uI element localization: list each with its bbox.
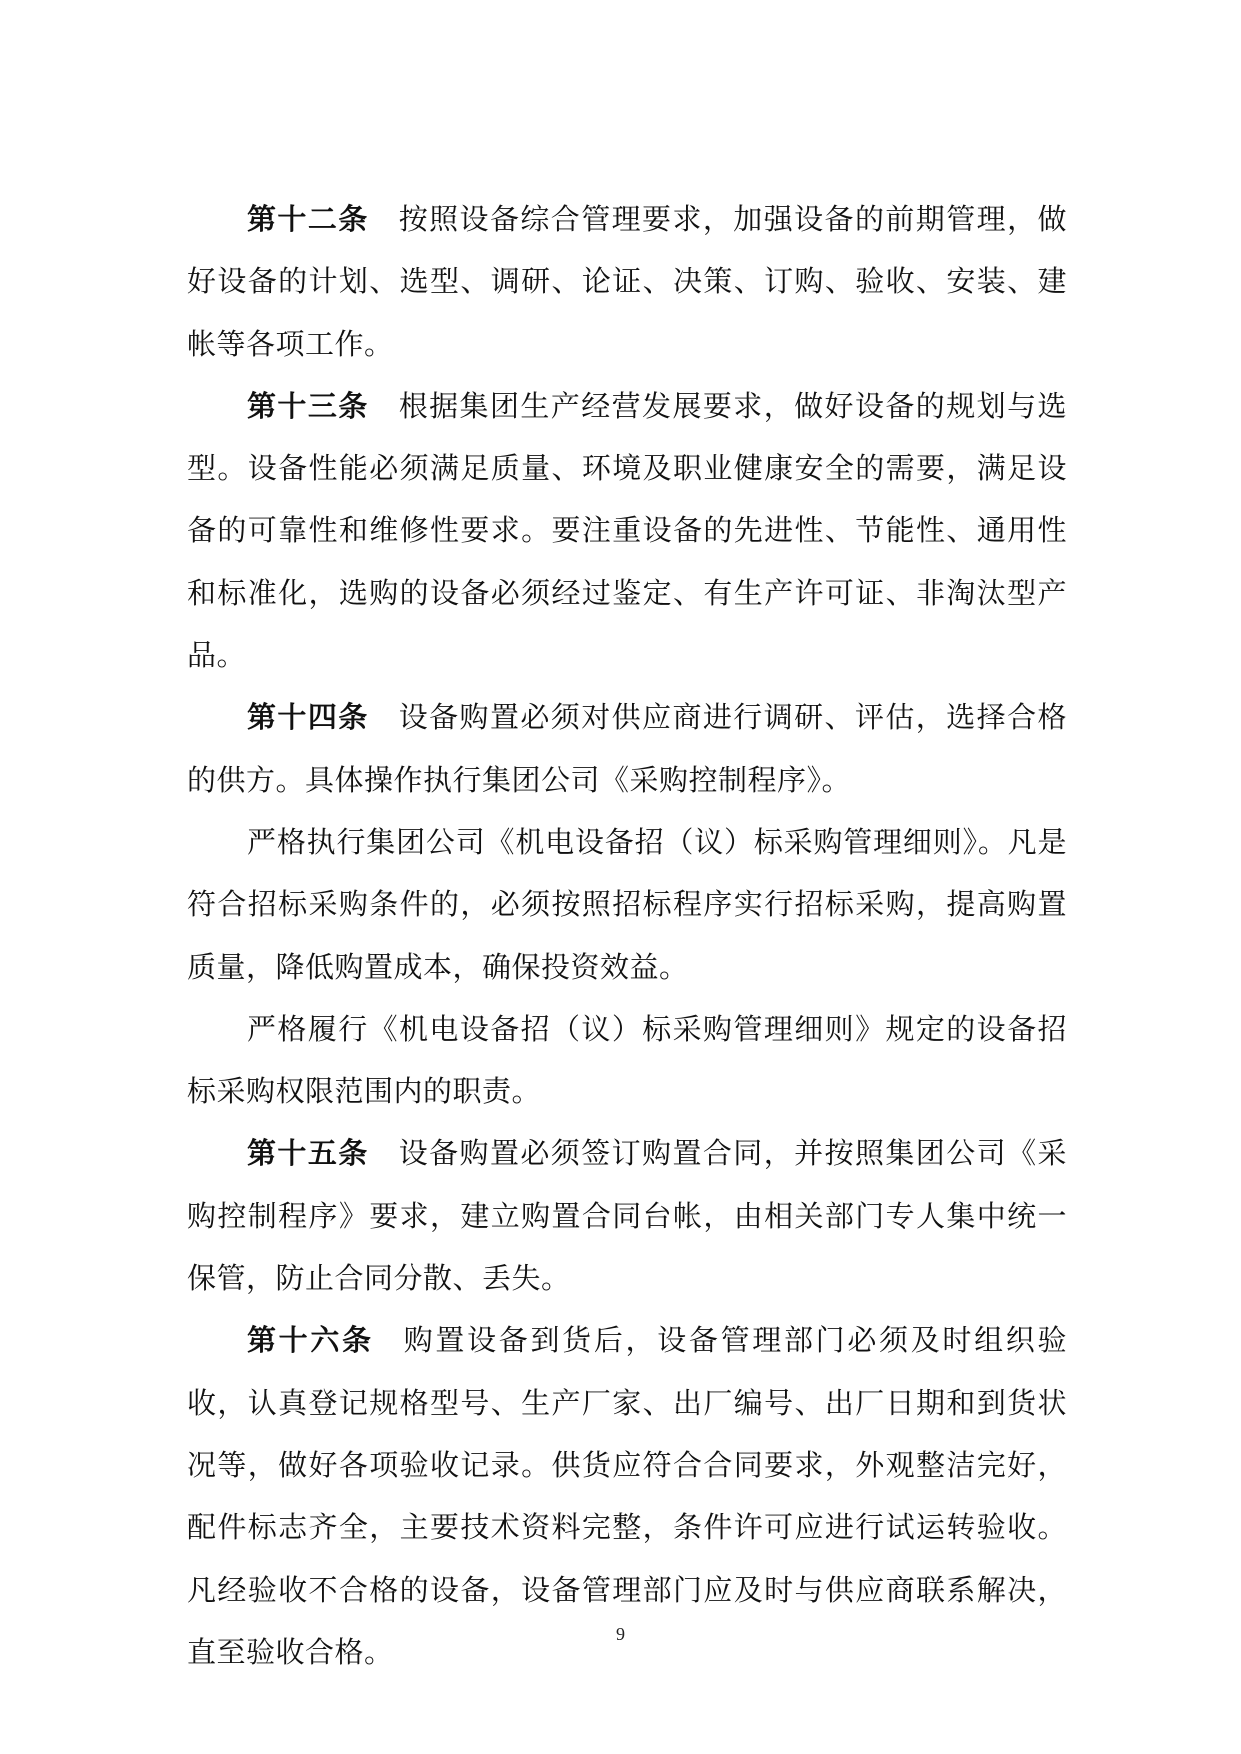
article-14-paragraph <box>187 686 1067 811</box>
article-text: 购置设备到货后，设备管理部门必须及时组织验收，认真登记规格型号、生产厂家、出厂编号、出厂日期和到货状况等，做好各项验收记录。供货应符合合同要求，外观整洁完好，配件标志齐全，主要技术资料完整，条件许可应进行试运转验收。凡经验收不合格的设备，设备管理部门应及时与供应商联系解决，直至验收合格。 <box>187 1323 1067 1669</box>
article-text: 设备购置必须对供应商进行调研、评估，选择合格的供方。具体操作执行集团公司《采购控制程序》。 <box>187 700 1067 797</box>
article-number: 第十六条 <box>247 1323 374 1358</box>
paragraph-text: 严格执行集团公司《机电设备招（议）标采购管理细则》。凡是符合招标采购条件的，必须按照招标程序实行招标采购，提高购置质量，降低购置成本，确保投资效益。 <box>187 824 1067 984</box>
article-number: 第十四条 <box>247 700 369 735</box>
document-body <box>187 188 1067 1683</box>
article-12-paragraph <box>187 188 1067 375</box>
article-number: 第十三条 <box>247 388 369 423</box>
article-number: 第十五条 <box>247 1136 369 1171</box>
bidding-rule-paragraph <box>187 811 1067 998</box>
article-text: 按照设备综合管理要求，加强设备的前期管理，做好设备的计划、选型、调研、论证、决策、订购、验收、安装、建帐等各项工作。 <box>187 202 1067 361</box>
bidding-duty-paragraph <box>187 998 1067 1123</box>
paragraph-text: 严格履行《机电设备招（议）标采购管理细则》规定的设备招标采购权限范围内的职责。 <box>187 1011 1067 1109</box>
article-text: 设备购置必须签订购置合同，并按照集团公司《采购控制程序》要求，建立购置合同台帐，由相关部门专人集中统一保管，防止合同分散、丢失。 <box>187 1136 1067 1296</box>
article-text: 根据集团生产经营发展要求，做好设备的规划与选型。设备性能必须满足质量、环境及职业健康安全的需要，满足设备的可靠性和维修性要求。要注重设备的先进性、节能性、通用性和标准化，选购的设备必须经过鉴定、有生产许可证、非淘汰型产品。 <box>187 388 1067 673</box>
article-number: 第十二条 <box>247 202 369 236</box>
article-15-paragraph <box>187 1122 1067 1309</box>
article-13-paragraph <box>187 375 1067 686</box>
page-number: 9 <box>616 1624 625 1644</box>
